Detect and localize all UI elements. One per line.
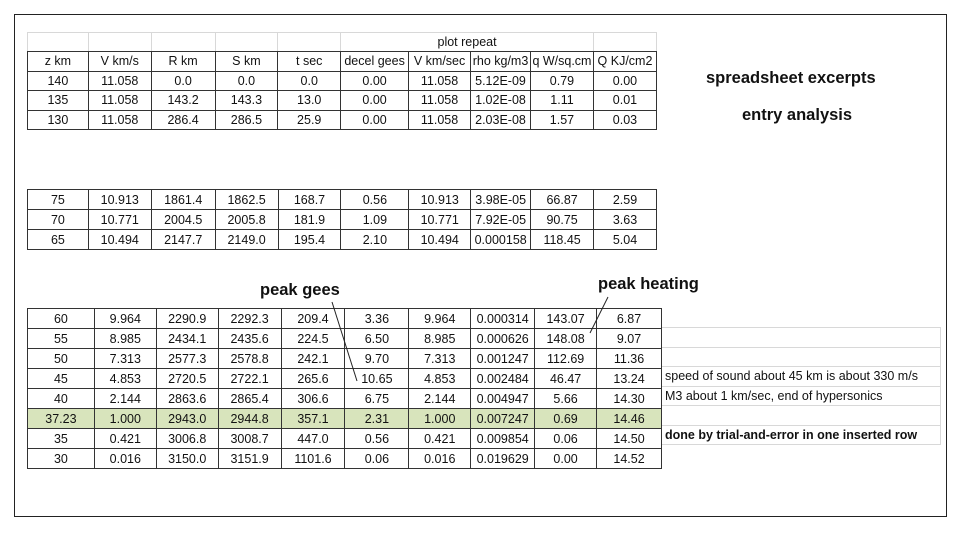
table-cell: 3150.0 bbox=[156, 449, 218, 469]
table-cell: 37.23 bbox=[28, 409, 95, 429]
table-cell: 6.87 bbox=[597, 309, 662, 329]
table-cell: 0.001247 bbox=[471, 349, 535, 369]
table-cell: 0.000626 bbox=[471, 329, 535, 349]
peak-gees-pointer bbox=[332, 302, 357, 381]
table-cell: V km/sec bbox=[409, 52, 471, 72]
table-cell: 0.03 bbox=[593, 110, 656, 130]
table-cell: 30 bbox=[28, 449, 95, 469]
table-cell: 55 bbox=[28, 329, 95, 349]
table-cell: 11.058 bbox=[88, 91, 151, 111]
table-cell: 0.016 bbox=[94, 449, 156, 469]
table-cell: 0.00 bbox=[341, 71, 409, 91]
table-cell: 14.46 bbox=[597, 409, 662, 429]
table-cell: 2.03E-08 bbox=[471, 110, 531, 130]
table-cell: 0.00 bbox=[593, 71, 656, 91]
title-spreadsheet-excerpts: spreadsheet excerpts bbox=[706, 69, 876, 87]
table-cell: 286.5 bbox=[215, 110, 278, 130]
table-cell: 2434.1 bbox=[156, 329, 218, 349]
table-cell: 0.56 bbox=[345, 429, 409, 449]
table-cell: 45 bbox=[28, 369, 95, 389]
table-cell: 2722.1 bbox=[218, 369, 281, 389]
table-cell: 8.985 bbox=[94, 329, 156, 349]
table-cell: 0.0 bbox=[278, 71, 341, 91]
table-cell: 75 bbox=[28, 190, 89, 210]
table-cell: 3008.7 bbox=[218, 429, 281, 449]
table-cell: 118.45 bbox=[531, 230, 594, 250]
table-cell: 0.009854 bbox=[471, 429, 535, 449]
table-cell: 2944.8 bbox=[218, 409, 281, 429]
table-cell: R km bbox=[151, 52, 215, 72]
table-cell: 2292.3 bbox=[218, 309, 281, 329]
table-cell: 4.853 bbox=[94, 369, 156, 389]
table-cell: decel gees bbox=[341, 52, 409, 72]
table-cell: 9.964 bbox=[94, 309, 156, 329]
table-cell: 2865.4 bbox=[218, 389, 281, 409]
table-cell: 0.000158 bbox=[471, 230, 531, 250]
note-cell: done by trial-and-error in one inserted row bbox=[662, 425, 941, 445]
table-cell: 3151.9 bbox=[218, 449, 281, 469]
table-cell: 10.913 bbox=[88, 190, 151, 210]
table-cell: 0.421 bbox=[94, 429, 156, 449]
table-cell: 14.52 bbox=[597, 449, 662, 469]
table-cell: 0.56 bbox=[341, 190, 409, 210]
table-cell: 35 bbox=[28, 429, 95, 449]
table-cell: 5.04 bbox=[594, 230, 657, 250]
table-cell: 9.07 bbox=[597, 329, 662, 349]
table-cell: 2.59 bbox=[594, 190, 657, 210]
table-cell: 195.4 bbox=[278, 230, 341, 250]
table-cell: 0.01 bbox=[593, 91, 656, 111]
table-cell: 0.421 bbox=[409, 429, 471, 449]
table-cell: 13.0 bbox=[278, 91, 341, 111]
table-cell: 6.50 bbox=[345, 329, 409, 349]
table-cell: 0.00 bbox=[535, 449, 597, 469]
title-entry-analysis: entry analysis bbox=[742, 106, 853, 124]
table-cell: 13.24 bbox=[597, 369, 662, 389]
table-cell: 2290.9 bbox=[156, 309, 218, 329]
table-cell: 10.494 bbox=[409, 230, 471, 250]
table-cell: 0.79 bbox=[530, 71, 593, 91]
table-cell: 5.12E-09 bbox=[471, 71, 531, 91]
table-cell: 3006.8 bbox=[156, 429, 218, 449]
table-cell: q W/sq.cm bbox=[530, 52, 593, 72]
plot-repeat-label: plot repeat bbox=[341, 33, 594, 52]
table-cell: 7.92E-05 bbox=[471, 210, 531, 230]
table-cell: 130 bbox=[28, 110, 89, 130]
table-cell: 11.36 bbox=[597, 349, 662, 369]
table-cell: 10.494 bbox=[88, 230, 151, 250]
table-cell: 357.1 bbox=[281, 409, 345, 429]
table-cell: 11.058 bbox=[409, 71, 471, 91]
table-cell: 25.9 bbox=[278, 110, 341, 130]
table-cell: 0.69 bbox=[535, 409, 597, 429]
table-cell: 2435.6 bbox=[218, 329, 281, 349]
table-cell: 90.75 bbox=[531, 210, 594, 230]
table-cell: 2720.5 bbox=[156, 369, 218, 389]
table-cell: 1101.6 bbox=[281, 449, 345, 469]
table-cell: 3.98E-05 bbox=[471, 190, 531, 210]
table-cell: 2578.8 bbox=[218, 349, 281, 369]
table-cell: rho kg/m3 bbox=[471, 52, 531, 72]
table-cell: 2.144 bbox=[409, 389, 471, 409]
table-cell: 143.07 bbox=[535, 309, 597, 329]
table-cell: 265.6 bbox=[281, 369, 345, 389]
table-cell: 0.002484 bbox=[471, 369, 535, 389]
table-cell: V km/s bbox=[88, 52, 151, 72]
table-cell: 148.08 bbox=[535, 329, 597, 349]
table-cell: 14.50 bbox=[597, 429, 662, 449]
table-cell: 2577.3 bbox=[156, 349, 218, 369]
table-cell: z km bbox=[28, 52, 89, 72]
table-cell: 11.058 bbox=[88, 71, 151, 91]
table-cell: Q KJ/cm2 bbox=[593, 52, 656, 72]
table-cell: 143.2 bbox=[151, 91, 215, 111]
table-cell: 4.853 bbox=[409, 369, 471, 389]
table-cell: 143.3 bbox=[215, 91, 278, 111]
table-cell: 0.00 bbox=[341, 91, 409, 111]
table-cell: 11.058 bbox=[409, 110, 471, 130]
table-cell: 7.313 bbox=[94, 349, 156, 369]
table-cell: 0.0 bbox=[215, 71, 278, 91]
table-cell: 1.57 bbox=[530, 110, 593, 130]
table-cell: 1.02E-08 bbox=[471, 91, 531, 111]
table-cell: 65 bbox=[28, 230, 89, 250]
table-cell: 2.31 bbox=[345, 409, 409, 429]
table-cell: 0.007247 bbox=[471, 409, 535, 429]
table-cell: 1.09 bbox=[341, 210, 409, 230]
table-cell: 11.058 bbox=[88, 110, 151, 130]
table-cell: 447.0 bbox=[281, 429, 345, 449]
table-cell: 11.058 bbox=[409, 91, 471, 111]
table-cell: 2.144 bbox=[94, 389, 156, 409]
table-cell: 8.985 bbox=[409, 329, 471, 349]
table-cell: 10.65 bbox=[345, 369, 409, 389]
table-cell: 1861.4 bbox=[151, 190, 215, 210]
note-cell: speed of sound about 45 km is about 330 m/s bbox=[662, 367, 941, 387]
table-cell: 5.66 bbox=[535, 389, 597, 409]
table-cell: 0.00 bbox=[341, 110, 409, 130]
table-cell: 10.771 bbox=[409, 210, 471, 230]
table-cell: 70 bbox=[28, 210, 89, 230]
table-cell: 168.7 bbox=[278, 190, 341, 210]
table-cell: 2.10 bbox=[341, 230, 409, 250]
table-cell: 0.06 bbox=[535, 429, 597, 449]
table-cell: 224.5 bbox=[281, 329, 345, 349]
table-cell: 2149.0 bbox=[215, 230, 278, 250]
table-cell: 1.000 bbox=[409, 409, 471, 429]
table-cell: 6.75 bbox=[345, 389, 409, 409]
table-cell: 1862.5 bbox=[215, 190, 278, 210]
table-cell: 10.771 bbox=[88, 210, 151, 230]
table-cell: 66.87 bbox=[531, 190, 594, 210]
table-cell: 40 bbox=[28, 389, 95, 409]
table-cell: 2004.5 bbox=[151, 210, 215, 230]
table-cell: 9.964 bbox=[409, 309, 471, 329]
table-cell: 306.6 bbox=[281, 389, 345, 409]
table-cell: 1.11 bbox=[530, 91, 593, 111]
table-cell: 2147.7 bbox=[151, 230, 215, 250]
table-cell: t sec bbox=[278, 52, 341, 72]
table-cell: 135 bbox=[28, 91, 89, 111]
table-cell: 2943.0 bbox=[156, 409, 218, 429]
peak-heating-pointer bbox=[590, 297, 608, 333]
table-cell: 112.69 bbox=[535, 349, 597, 369]
table-cell: 60 bbox=[28, 309, 95, 329]
peak-heating-label: peak heating bbox=[598, 275, 699, 293]
table-cell: 46.47 bbox=[535, 369, 597, 389]
peak-gees-label: peak gees bbox=[260, 281, 340, 299]
table-cell: 242.1 bbox=[281, 349, 345, 369]
table-cell: 50 bbox=[28, 349, 95, 369]
table-cell: 14.30 bbox=[597, 389, 662, 409]
table-cell: 1.000 bbox=[94, 409, 156, 429]
table-cell: 2005.8 bbox=[215, 210, 278, 230]
table-cell: 9.70 bbox=[345, 349, 409, 369]
table-cell: 286.4 bbox=[151, 110, 215, 130]
table-cell: 209.4 bbox=[281, 309, 345, 329]
table-cell: 0.016 bbox=[409, 449, 471, 469]
table-cell: 181.9 bbox=[278, 210, 341, 230]
table-cell: 3.36 bbox=[345, 309, 409, 329]
table-cell: 3.63 bbox=[594, 210, 657, 230]
table-cell: 140 bbox=[28, 71, 89, 91]
table-cell: 0.000314 bbox=[471, 309, 535, 329]
table-cell: 0.06 bbox=[345, 449, 409, 469]
table-cell: 0.004947 bbox=[471, 389, 535, 409]
note-cell: M3 about 1 km/sec, end of hypersonics bbox=[662, 386, 941, 406]
table-cell: 2863.6 bbox=[156, 389, 218, 409]
table-cell: S km bbox=[215, 52, 278, 72]
table-cell: 0.019629 bbox=[471, 449, 535, 469]
table-cell: 7.313 bbox=[409, 349, 471, 369]
table-cell: 0.0 bbox=[151, 71, 215, 91]
table-cell: 10.913 bbox=[409, 190, 471, 210]
